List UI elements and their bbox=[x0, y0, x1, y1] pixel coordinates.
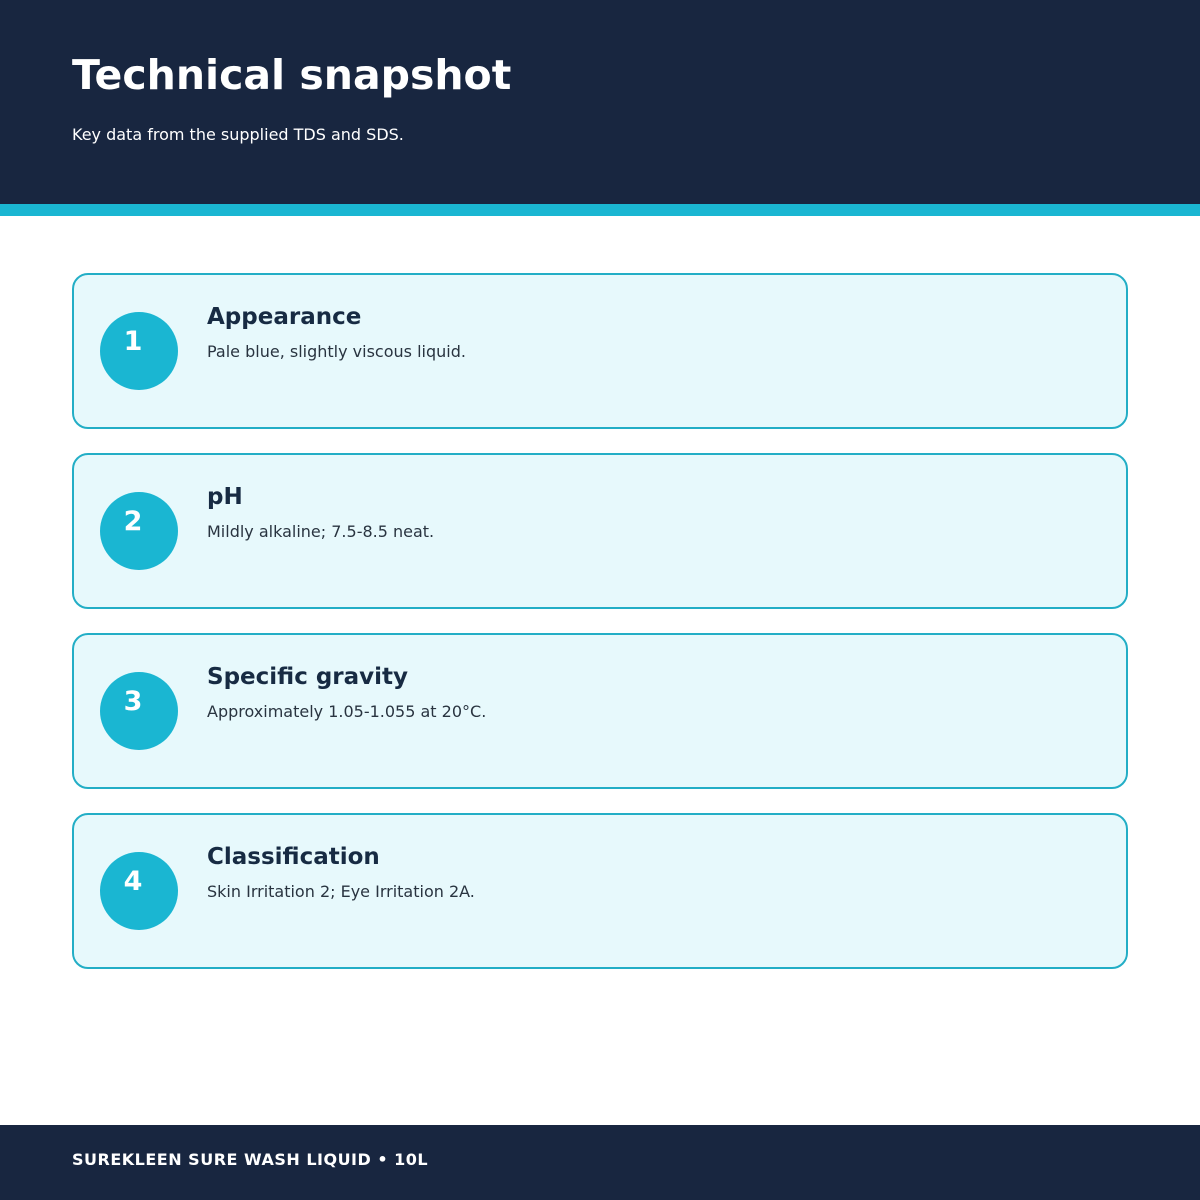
snapshot-card-appearance bbox=[72, 273, 1128, 429]
card-description: Approximately 1.05-1.055 at 20°C. bbox=[207, 702, 487, 721]
page-subtitle: Key data from the supplied TDS and SDS. bbox=[72, 125, 404, 144]
step-number-badge bbox=[100, 852, 178, 930]
step-number-badge bbox=[100, 672, 178, 750]
card-description: Pale blue, slightly viscous liquid. bbox=[207, 342, 466, 361]
card-title: Classification bbox=[207, 844, 380, 870]
card-description: Skin Irritation 2; Eye Irritation 2A. bbox=[207, 882, 475, 901]
step-number: 1 bbox=[123, 326, 143, 357]
card-description: Mildly alkaline; 7.5-8.5 neat. bbox=[207, 522, 435, 541]
step-number: 4 bbox=[123, 866, 143, 897]
step-number: 2 bbox=[123, 506, 143, 537]
snapshot-card-list bbox=[72, 273, 1128, 993]
product-name: SUREKLEEN SURE WASH LIQUID • 10L bbox=[72, 1150, 429, 1169]
step-number-badge bbox=[100, 492, 178, 570]
step-number: 3 bbox=[123, 686, 143, 717]
snapshot-card-ph bbox=[72, 453, 1128, 609]
accent-divider bbox=[0, 204, 1200, 216]
page-footer bbox=[0, 1125, 1200, 1200]
step-number-badge bbox=[100, 312, 178, 390]
page-title: Technical snapshot bbox=[72, 51, 512, 99]
snapshot-card-classification bbox=[72, 813, 1128, 969]
card-title: Specific gravity bbox=[207, 664, 409, 690]
snapshot-card-specific-gravity bbox=[72, 633, 1128, 789]
page-header bbox=[0, 0, 1200, 204]
card-title: pH bbox=[207, 484, 243, 510]
card-title: Appearance bbox=[207, 304, 362, 330]
